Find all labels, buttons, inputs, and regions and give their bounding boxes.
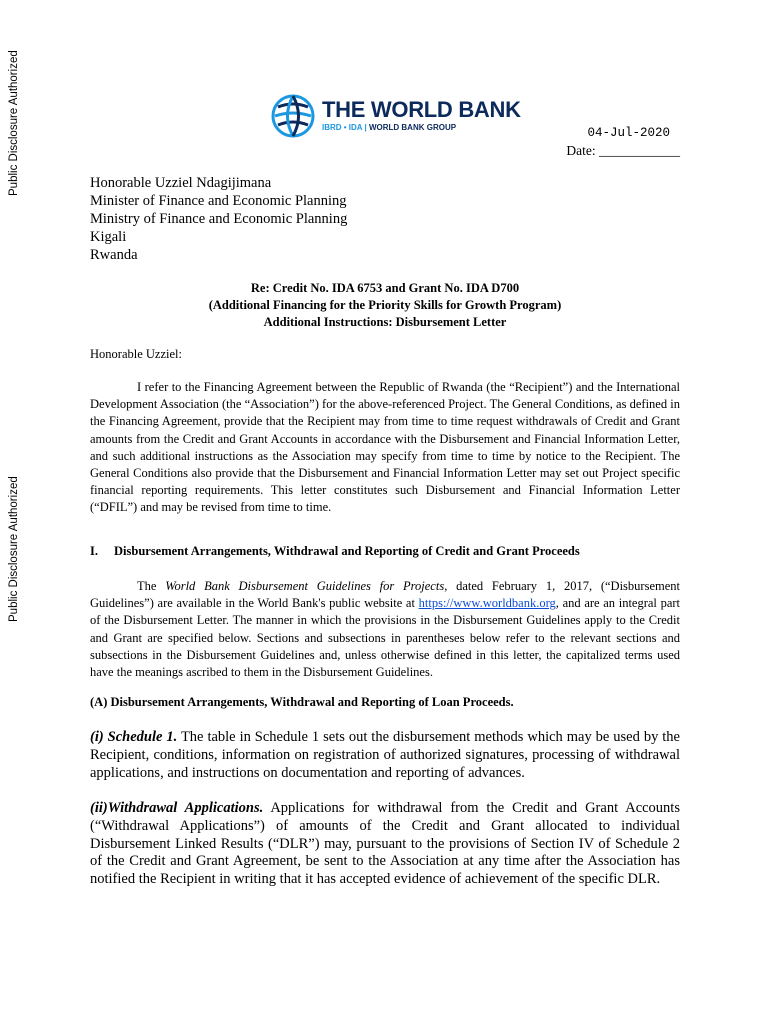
guidelines-title: World Bank Disbursement Guidelines for Projects — [165, 579, 445, 593]
date-stamp: 04-Jul-2020 — [587, 126, 670, 140]
side-disclosure-label-top: Public Disclosure Authorized — [8, 50, 20, 196]
paragraph-schedule-1: (i) Schedule 1. The table in Schedule 1 sets out the disbursement methods which may be used by the Recipient, conditions, information on registration of authorized signatures, processing of withdrawal applications, and instructions on documentation and reporting of advances. — [90, 729, 680, 781]
address-line: Ministry of Finance and Economic Planning — [90, 211, 348, 227]
address-line: Kigali — [90, 229, 127, 245]
side-disclosure-label-middle: Public Disclosure Authorized — [8, 476, 20, 622]
paragraph-withdrawal-applications: (ii)Withdrawal Applications. Applications for withdrawal from the Credit and Grant Accounts (“Withdrawal Applications”) of amounts of the Credit and Grant allocated to individual Disbursement Linked Results (“DLR”) may, pursuant to the provisions of Section IV of Schedule 2 of the Credit and Grant Agreement, be sent to the Association at any time after the Association has notified the Recipient in writing that it has accepted evidence of achievement of the specific DLR. — [90, 800, 680, 888]
logo-title: THE WORLD BANK — [322, 97, 521, 122]
salutation: Honorable Uzziel: — [90, 347, 182, 361]
withdrawal-applications-lead: (ii)Withdrawal Applications. — [90, 800, 264, 816]
globe-icon — [270, 93, 316, 139]
address-line: Honorable Uzziel Ndagijimana — [90, 175, 272, 191]
subject-line: (Additional Financing for the Priority Skills for Growth Program) — [208, 298, 562, 312]
recipient-address — [90, 174, 347, 264]
address-line: Rwanda — [90, 247, 138, 263]
section-heading — [90, 544, 580, 559]
schedule-1-lead: (i) Schedule 1. — [90, 729, 178, 745]
paragraph-guidelines: The World Bank Disbursement Guidelines for Projects, dated February 1, 2017, (“Disbursement Guidelines”) are available in the World Bank's public website at https://www.worldbank.org, and are an integral part of the Disbursement Letter. The manner in which the provisions in the Disbursement Guidelines apply to the Credit and Grant are specified below. Sections and subsections in parentheses below refer to the relevant sections and subsections in the Disbursement Guidelines and, unless otherwise defined in this letter, the capitalized terms used have the meanings ascribed to them in the Disbursement Guidelines. — [90, 579, 681, 680]
subject-line: Re: Credit No. IDA 6753 and Grant No. IDA D700 — [250, 281, 520, 295]
world-bank-logo — [270, 92, 521, 140]
paragraph-intro: I refer to the Financing Agreement between the Republic of Rwanda (the “Recipient”) and the International Development Association (the “Association”) for the above-referenced Project. The General Conditions, as defined in the Financing Agreement, provide that the Recipient may from time to time request withdrawals of Credit and Grant amounts from the Credit and Grant Accounts in accordance with the Disbursement and Financial Information Letter, and such additional instructions as the Association may specify from time to time by notice to the Recipient. The General Conditions also provide that the Disbursement and Financial Information Letter may set out Project specific financial reporting requirements. This letter constitutes such Disbursement and Financial Information Letter (“DFIL”) and may be revised from time to time. — [90, 380, 680, 515]
subsection-heading-a: (A) Disbursement Arrangements, Withdrawal and Reporting of Loan Proceeds. — [90, 695, 514, 709]
address-line: Minister of Finance and Economic Planning — [90, 193, 347, 209]
date-label: Date: ____________ — [566, 143, 680, 158]
subject-block — [90, 280, 680, 331]
section-title: Disbursement Arrangements, Withdrawal and Reporting of Credit and Grant Proceeds — [114, 544, 580, 558]
logo-subtitle: IBRD • IDA | WORLD BANK GROUP — [322, 123, 457, 132]
subject-line: Additional Instructions: Disbursement Letter — [263, 315, 507, 329]
section-number: I. — [90, 544, 98, 558]
date-block — [566, 125, 680, 159]
worldbank-link[interactable]: https://www.worldbank.org — [418, 596, 556, 611]
